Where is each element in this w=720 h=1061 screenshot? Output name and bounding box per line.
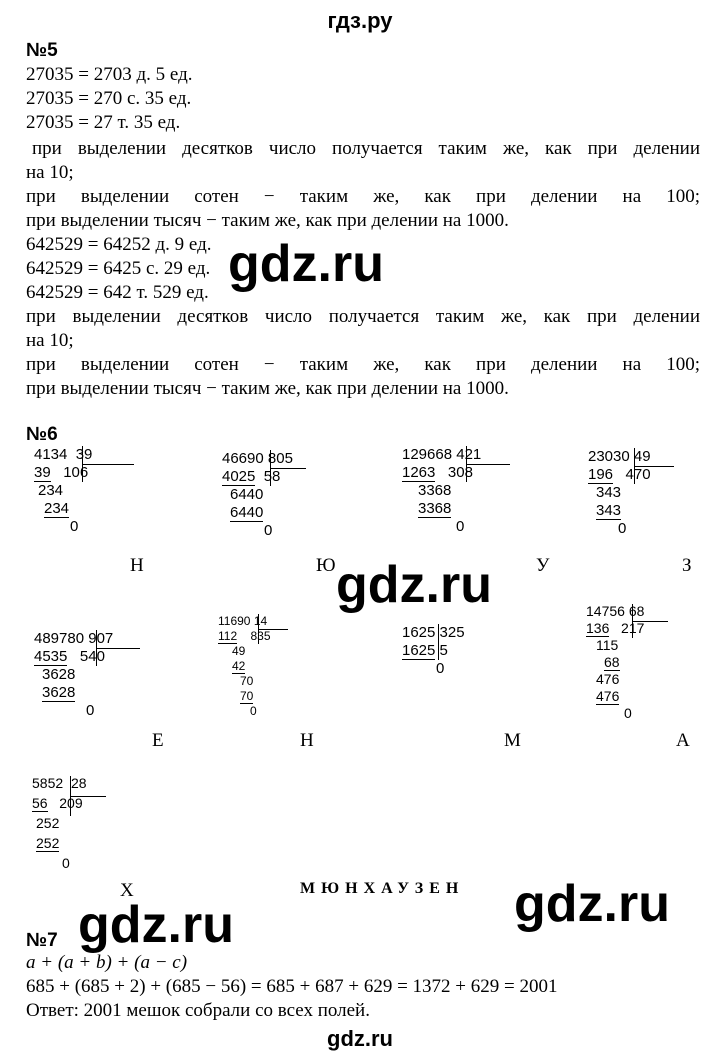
long-division bbox=[394, 446, 481, 536]
task7-formula: a + (a + b) + (a − c) bbox=[26, 952, 188, 973]
step: 0 bbox=[86, 702, 95, 719]
quotient: 217 bbox=[621, 620, 645, 636]
step: 476 bbox=[596, 671, 620, 687]
dividend: 489780 bbox=[34, 630, 85, 647]
step: 234 bbox=[44, 500, 70, 517]
step: 3368 bbox=[418, 500, 452, 517]
step: 0 bbox=[62, 855, 70, 871]
answer-letter: Н bbox=[130, 555, 144, 576]
long-division bbox=[394, 624, 465, 678]
step: 112 bbox=[218, 629, 238, 643]
step: 4025 bbox=[222, 468, 256, 485]
task5-line: на 10; bbox=[26, 330, 74, 351]
task7-calculation: 685 + (685 + 2) + (685 − 56) = 685 + 687 + 629 = 1372 + 629 = 2001 bbox=[26, 976, 558, 997]
step: 3368 bbox=[418, 482, 452, 499]
quotient: 308 bbox=[447, 464, 473, 481]
quotient: 5 bbox=[439, 642, 448, 659]
task5-line: 27035 = 2703 д. 5 ед. bbox=[26, 64, 193, 85]
quotient: 58 bbox=[263, 468, 281, 485]
long-division bbox=[580, 604, 644, 723]
step: 252 bbox=[36, 815, 60, 831]
step: 196 bbox=[588, 466, 614, 483]
answer-letter: Х bbox=[120, 880, 134, 901]
watermark: gdz.ru bbox=[336, 556, 492, 614]
divisor: 68 bbox=[628, 603, 645, 619]
step: 39 bbox=[34, 464, 51, 481]
answer-word: МЮНХАУЗЕН bbox=[300, 880, 465, 897]
dividend: 129668 bbox=[402, 446, 453, 463]
step: 6440 bbox=[230, 504, 264, 521]
dividend: 11690 bbox=[218, 614, 251, 628]
divisor: 39 bbox=[75, 446, 93, 463]
task6-heading: №6 bbox=[26, 424, 58, 445]
step: 70 bbox=[240, 674, 254, 688]
answer-letter: Ю bbox=[316, 555, 336, 576]
step: 115 bbox=[596, 637, 619, 653]
divisor: 325 bbox=[439, 624, 465, 641]
step: 476 bbox=[596, 688, 620, 704]
step: 1263 bbox=[402, 464, 436, 481]
divisor: 28 bbox=[70, 775, 87, 791]
site-header: гдз.ру bbox=[327, 8, 393, 33]
answer-letter: М bbox=[504, 730, 521, 751]
task5-line: 642529 = 6425 с. 29 ед. bbox=[26, 258, 211, 279]
divisor: 907 bbox=[88, 630, 114, 647]
task5-line: при выделении тысяч − таким же, как при делении на 1000. bbox=[26, 210, 509, 231]
step: 0 bbox=[264, 522, 273, 539]
watermark: gdz.ru bbox=[514, 875, 670, 933]
step: 343 bbox=[596, 484, 622, 501]
dividend: 14756 bbox=[586, 603, 625, 619]
quotient: 209 bbox=[59, 795, 83, 811]
step: 56 bbox=[32, 795, 48, 811]
task5-line: при выделении десятков число получается таким же, как при делении bbox=[26, 306, 700, 327]
divisor: 421 bbox=[456, 446, 482, 463]
step: 0 bbox=[618, 520, 627, 537]
step: 42 bbox=[232, 659, 246, 673]
long-division bbox=[26, 776, 87, 876]
step: 3628 bbox=[42, 684, 76, 701]
task5-line: при выделении сотен − таким же, как при делении на 100; bbox=[26, 186, 700, 207]
dividend: 1625 bbox=[402, 624, 436, 641]
step: 6440 bbox=[230, 486, 264, 503]
task5-line: 642529 = 64252 д. 9 ед. bbox=[26, 234, 212, 255]
task5-line: при выделении десятков число получается таким же, как при делении bbox=[32, 138, 700, 159]
long-division bbox=[26, 446, 92, 536]
step: 0 bbox=[624, 705, 632, 721]
answer-letter: Е bbox=[152, 730, 164, 751]
dividend: 46690 bbox=[222, 450, 264, 467]
long-division bbox=[214, 450, 293, 540]
step: 68 bbox=[604, 654, 620, 670]
divisor: 14 bbox=[253, 614, 268, 628]
step: 49 bbox=[232, 644, 246, 658]
task5-line: при выделении тысяч − таким же, как при делении на 1000. bbox=[26, 378, 509, 399]
step: 0 bbox=[456, 518, 465, 535]
quotient: 470 bbox=[625, 466, 651, 483]
step: 136 bbox=[586, 620, 610, 636]
step: 0 bbox=[436, 660, 445, 677]
task7-heading: №7 bbox=[26, 930, 58, 951]
step: 343 bbox=[596, 502, 622, 519]
step: 3628 bbox=[42, 666, 76, 683]
dividend: 23030 bbox=[588, 448, 630, 465]
step: 252 bbox=[36, 835, 60, 851]
quotient: 540 bbox=[79, 648, 105, 665]
answer-letter: У bbox=[536, 555, 550, 576]
answer-letter: З bbox=[682, 555, 692, 576]
task5-line: 642529 = 642 т. 529 ед. bbox=[26, 282, 209, 303]
divisor: 49 bbox=[633, 448, 651, 465]
watermark: gdz.ru bbox=[78, 896, 234, 954]
task5-line: при выделении сотен − таким же, как при делении на 100; bbox=[26, 354, 700, 375]
dividend: 5852 bbox=[32, 775, 64, 791]
dividend: 4134 bbox=[34, 446, 68, 463]
task5-line: 27035 = 27 т. 35 ед. bbox=[26, 112, 181, 133]
quotient: 835 bbox=[250, 629, 271, 643]
answer-letter: А bbox=[676, 730, 690, 751]
quotient: 106 bbox=[63, 464, 89, 481]
task5-line: 27035 = 270 с. 35 ед. bbox=[26, 88, 192, 109]
task5-line: на 10; bbox=[26, 162, 74, 183]
step: 234 bbox=[38, 482, 64, 499]
site-footer: gdz.ru bbox=[327, 1026, 393, 1051]
task7-answer: Ответ: 2001 мешок собрали со всех полей. bbox=[26, 1000, 370, 1021]
long-division bbox=[580, 448, 651, 538]
divisor: 805 bbox=[267, 450, 293, 467]
task5-heading: №5 bbox=[26, 40, 58, 61]
step: 1625 bbox=[402, 642, 436, 659]
step: 0 bbox=[250, 704, 257, 718]
watermark: gdz.ru bbox=[228, 235, 384, 293]
step: 70 bbox=[240, 689, 254, 703]
answer-letter: Н bbox=[300, 730, 314, 751]
long-division bbox=[212, 614, 271, 719]
step: 0 bbox=[70, 518, 79, 535]
step: 4535 bbox=[34, 648, 68, 665]
long-division bbox=[26, 630, 113, 720]
